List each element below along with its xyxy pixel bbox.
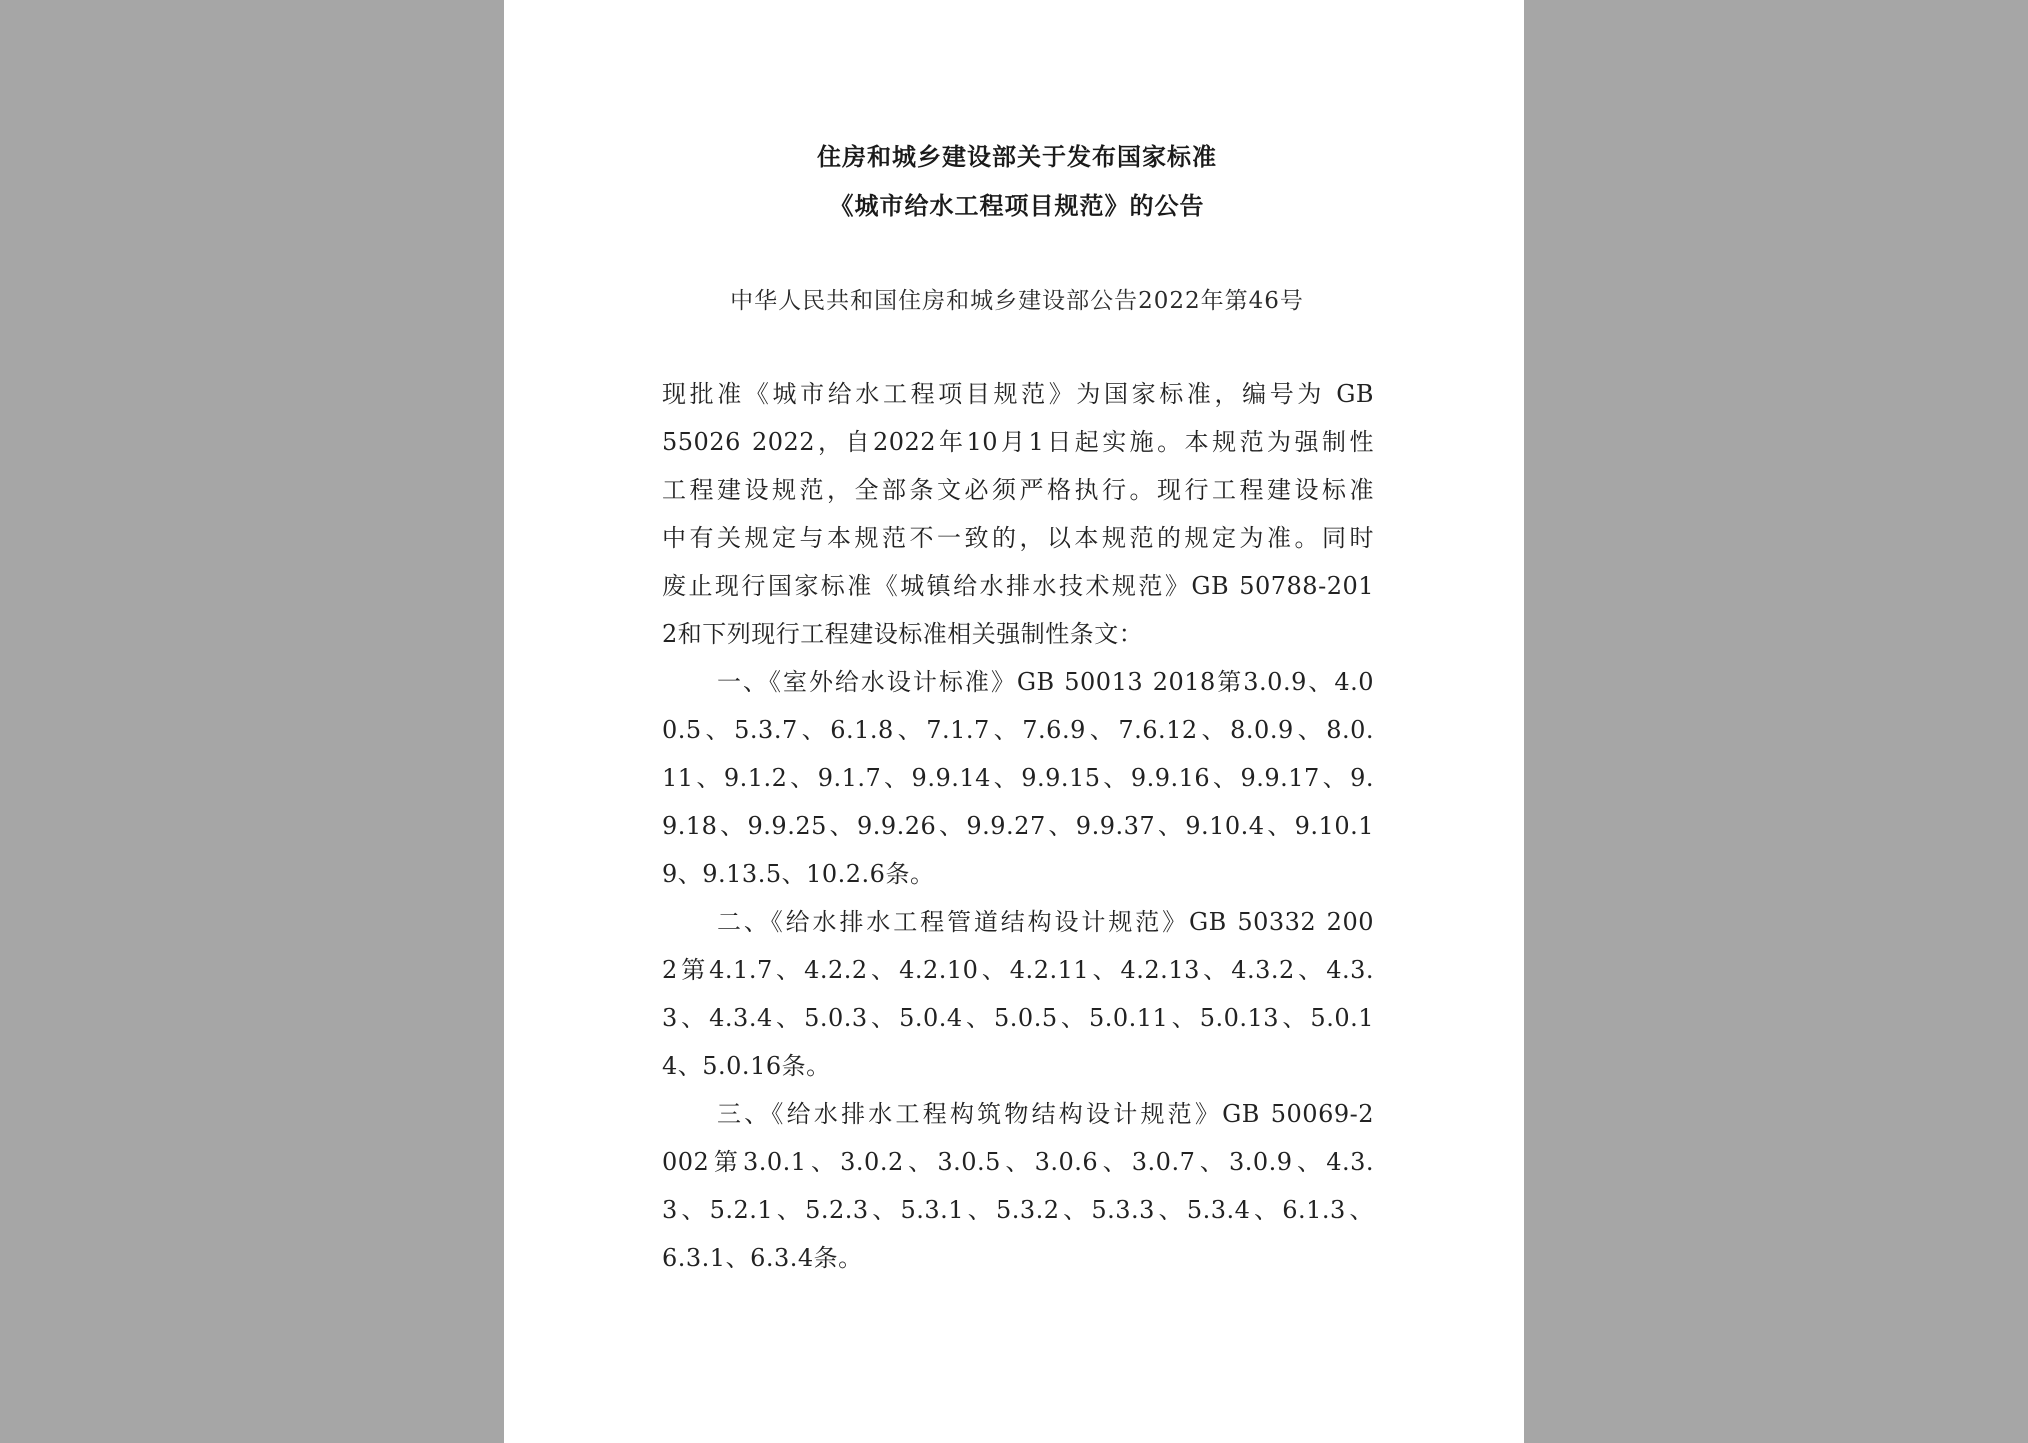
clause-1-line: 一、《室外给水设计标准》GB 50013 2018第3.0.9、4.0: [717, 668, 1374, 696]
clause-3-line: 三、《给水排水工程构筑物结构设计规范》GB 50069-2: [717, 1100, 1374, 1128]
clause-1-line: 11、9.1.2、9.1.7、9.9.14、9.9.15、9.9.16、9.9.17、9.: [662, 764, 1374, 792]
body-line: 现批准《城市给水工程项目规范》为国家标准，编号为 GB: [662, 380, 1374, 408]
clause-3-line: 3、5.2.1、5.2.3、5.3.1、5.3.2、5.3.3、5.3.4、6.1.3、: [662, 1196, 1374, 1224]
body-line: 2和下列现行工程建设标准相关强制性条文：: [662, 620, 1144, 648]
clause-1-line: 0.5、5.3.7、6.1.8、7.1.7、7.6.9、7.6.12、8.0.9、8.0.: [662, 716, 1374, 744]
title-line-1: 住房和城乡建设部关于发布国家标准: [817, 142, 1217, 171]
clause-3-line: 002第3.0.1、3.0.2、3.0.5、3.0.6、3.0.7、3.0.9、4.3.: [662, 1148, 1374, 1176]
clause-2-line: 4、5.0.16条。: [662, 1052, 831, 1080]
clause-2-line: 2第4.1.7、4.2.2、4.2.10、4.2.11、4.2.13、4.3.2、4.3.: [662, 956, 1374, 984]
document-page: [504, 0, 1524, 1443]
title-line-2: 《城市给水工程项目规范》的公告: [829, 191, 1205, 220]
body-line: 中有关规定与本规范不一致的，以本规范的规定为准。同时: [662, 524, 1374, 552]
issue-number-line: 中华人民共和国住房和城乡建设部公告2022年第46号: [730, 288, 1304, 314]
clause-2-line: 二、《给水排水工程管道结构设计规范》GB 50332 200: [717, 908, 1374, 936]
clause-1-line: 9、9.13.5、10.2.6条。: [662, 860, 935, 888]
body-line: 55026 2022，自2022年10月1日起实施。本规范为强制性: [662, 428, 1374, 456]
clause-3-line: 6.3.1、6.3.4条。: [662, 1244, 863, 1272]
body-line: 废止现行国家标准《城镇给水排水技术规范》GB 50788-201: [662, 572, 1374, 600]
clause-1-line: 9.18、9.9.25、9.9.26、9.9.27、9.9.37、9.10.4、9.10.1: [662, 812, 1374, 840]
body-line: 工程建设规范，全部条文必须严格执行。现行工程建设标准: [662, 476, 1374, 504]
clause-2-line: 3、4.3.4、5.0.3、5.0.4、5.0.5、5.0.11、5.0.13、5.0.1: [662, 1004, 1374, 1032]
